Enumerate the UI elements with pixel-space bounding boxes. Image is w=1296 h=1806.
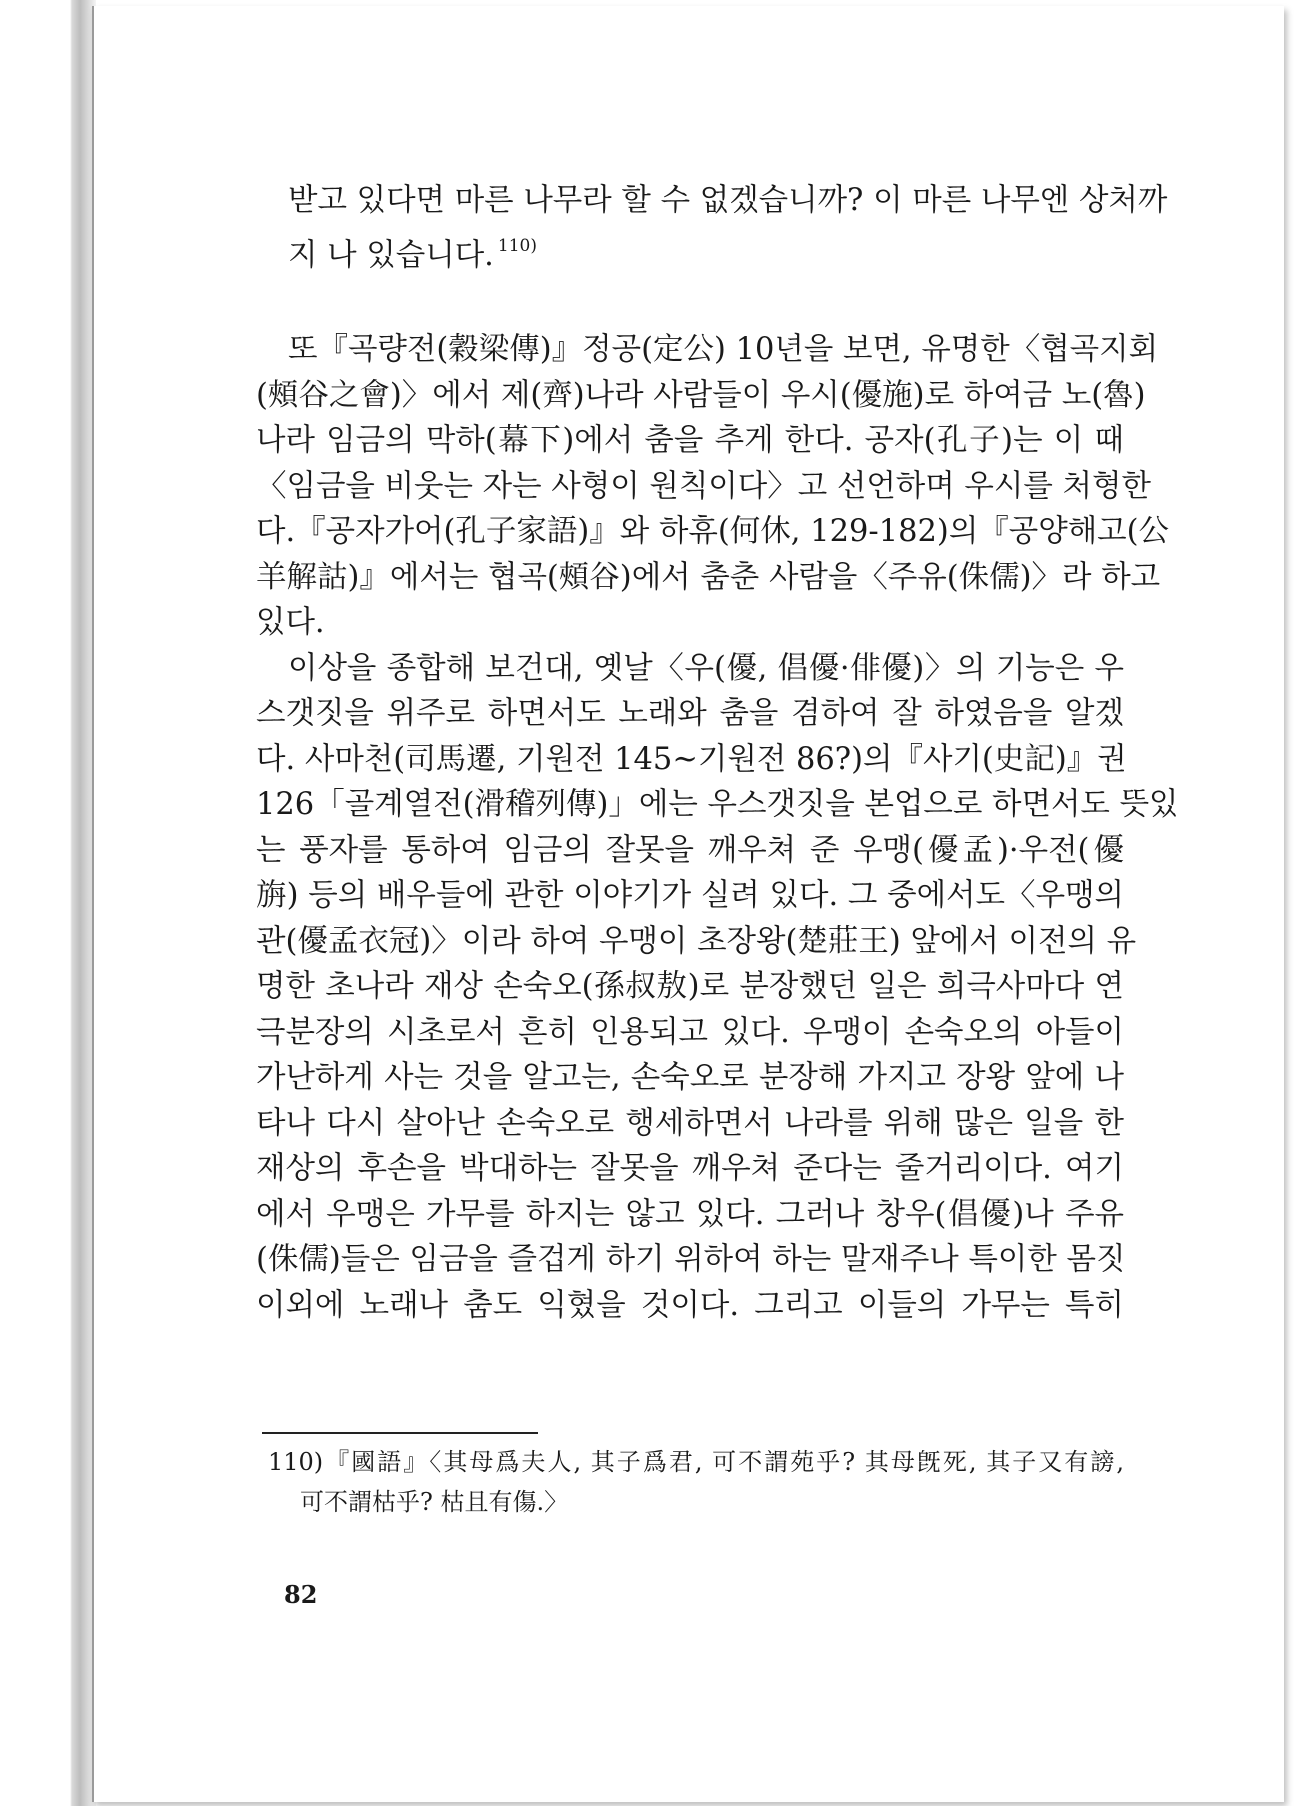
paragraph-2-line: 126「골계열전(滑稽列傳)」에는 우스갯짓을 본업으로 하면서도 뜻있 (256, 787, 1179, 822)
paragraph-2-line: 이상을 종합해 보건대, 옛날〈우(優, 倡優·俳優)〉의 기능은 우 (288, 650, 1124, 686)
paragraph-2-line: 다. 사마천(司馬遷, 기원전 145~기원전 86?)의『사기(史記)』권 (256, 741, 1127, 777)
paragraph-2-line: 스갯짓을 위주로 하면서도 노래와 춤을 겸하여 잘 하였음을 알겠 (256, 696, 1124, 731)
paragraph-2-line: (侏儒)들은 임금을 즐겁게 하기 위하여 하는 말재주나 특이한 몸짓 (256, 1242, 1126, 1277)
paragraph-2-line: 명한 초나라 재상 손숙오(孫叔敖)로 분장했던 일은 희극사마다 연 (256, 969, 1124, 1004)
paragraph-2-line: 극분장의 시초로서 흔히 인용되고 있다. 우맹이 손숙오의 아들이 (256, 1014, 1124, 1050)
paragraph-1-line: 다.『공자가어(孔子家語)』와 하휴(何休, 129-182)의『공양해고(公 (256, 514, 1170, 549)
paragraph-2-line: 가난하게 사는 것을 알고는, 손숙오로 분장해 가지고 장왕 앞에 나 (256, 1060, 1124, 1095)
paragraph-2 (256, 646, 1179, 1329)
paragraph-2-line: 이외에 노래나 춤도 익혔을 것이다. 그리고 이들의 가무는 특히 (256, 1287, 1124, 1323)
paragraph-1-line: 나라 임금의 막하(幕下)에서 춤을 추게 한다. 공자(孔子)는 이 때 (256, 423, 1124, 458)
paragraph-2-line: 에서 우맹은 가무를 하지는 않고 있다. 그러나 창우(倡優)나 주유 (256, 1196, 1124, 1232)
footnote-divider (262, 1432, 538, 1434)
paragraph-2-line: 재상의 후손을 박대하는 잘못을 깨우쳐 준다는 줄거리이다. 여기 (256, 1151, 1124, 1186)
page-number: 82 (284, 1580, 318, 1609)
paragraph-1-line: 있다. (256, 605, 325, 640)
paragraph-1-line: 〈임금을 비웃는 자는 사형이 원칙이다〉고 선언하며 우시를 처형한 (256, 468, 1151, 504)
quote-line-2-text: 지 나 있습니다. (288, 237, 494, 273)
book-spine-edge (0, 0, 96, 1806)
paragraph-1-line: 羊解詁)』에서는 협곡(頰谷)에서 춤춘 사람을〈주유(侏儒)〉라 하고 (256, 559, 1161, 595)
paragraph-1-line: 또『곡량전(穀梁傳)』정공(定公) 10년을 보면, 유명한〈협곡지회 (288, 332, 1159, 367)
paragraph-gap (256, 269, 1124, 327)
quote-block (256, 178, 1168, 273)
paragraph-1-line: (頰谷之會)〉에서 제(齊)나라 사람들이 우시(優施)로 하여금 노(魯) (256, 377, 1146, 413)
footnote-line-2: 可不謂枯乎? 枯且有傷.〉 (300, 1488, 569, 1516)
paragraph-1 (256, 327, 1170, 646)
footnote-ref-110: 110) (497, 235, 537, 256)
footnote-line-1: 110)『國語』〈其母爲夫人, 其子爲君, 可不謂苑乎? 其母旣死, 其子又有謗, (268, 1448, 1124, 1476)
footnote-110 (268, 1442, 1124, 1522)
paragraph-2-line: 타나 다시 살아난 손숙오로 행세하면서 나라를 위해 많은 일을 한 (256, 1105, 1124, 1141)
paragraph-2-line: 旃) 등의 배우들에 관한 이야기가 실려 있다. 그 중에서도〈우맹의 (256, 878, 1124, 913)
page-body (256, 178, 1179, 1328)
quote-line-2 (288, 224, 1124, 273)
paragraph-2-line: 는 풍자를 통하여 임금의 잘못을 깨우쳐 준 우맹(優孟)·우전(優 (256, 832, 1124, 868)
quote-line-1: 받고 있다면 마른 나무라 할 수 없겠습니까? 이 마른 나무엔 상처까 (288, 183, 1168, 218)
paragraph-2-line: 관(優孟衣冠)〉이라 하여 우맹이 초장왕(楚莊王) 앞에서 이전의 유 (256, 923, 1137, 959)
